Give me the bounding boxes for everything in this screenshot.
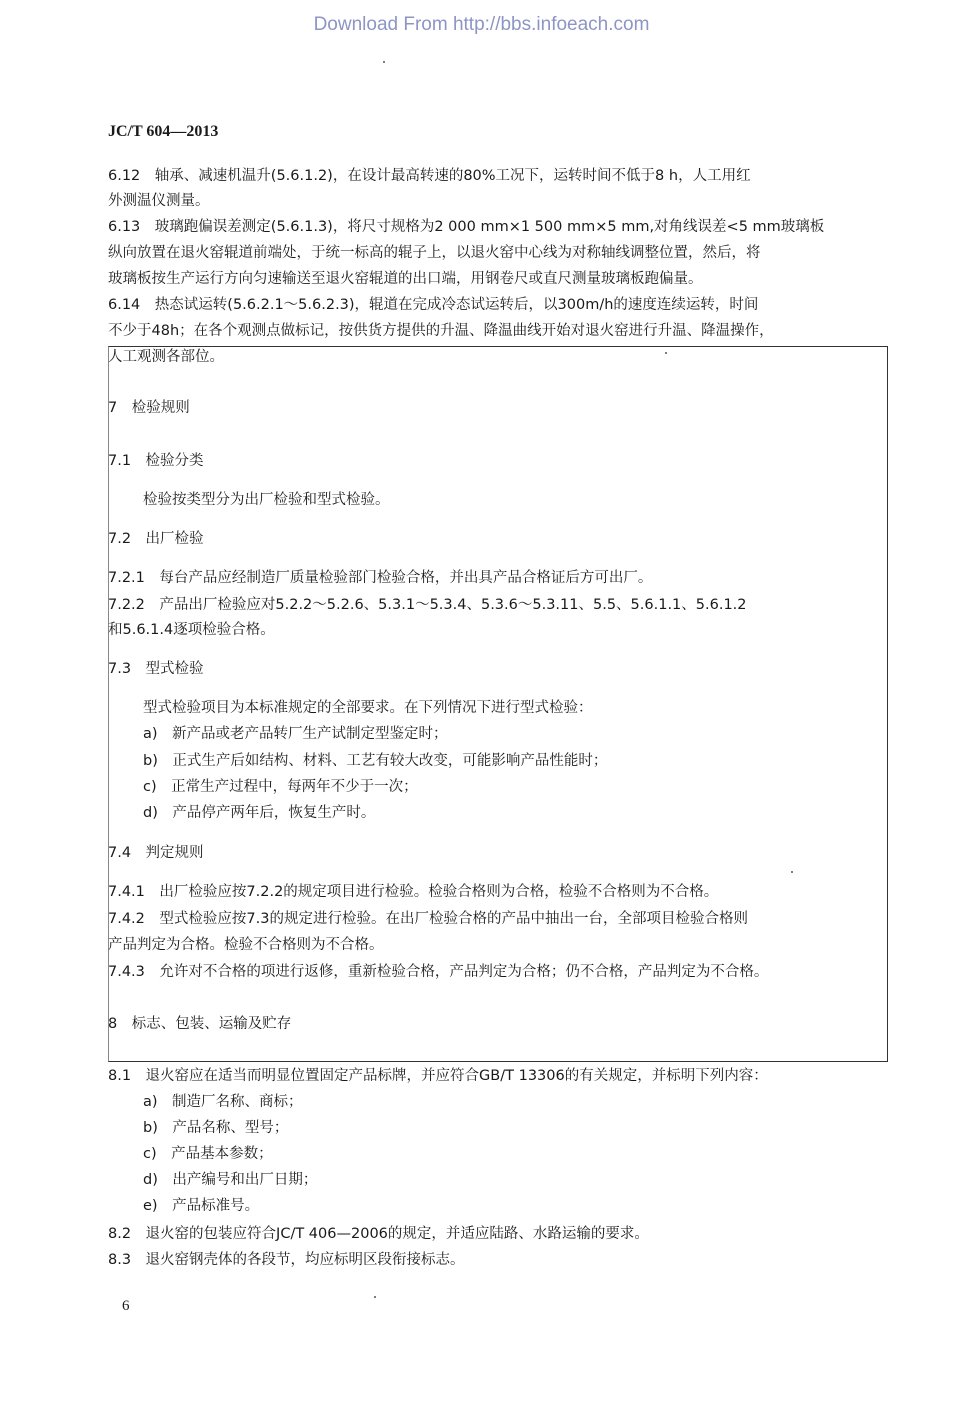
clause-7-4-3: 7.4.3 允许对不合格的项进行返修，重新检验合格，产品判定为合格；仍不合格，产品判定为不合格。 [108, 964, 769, 980]
clause-7-3-item-b: b) 正式生产后如结构、材料、工艺有较大改变，可能影响产品性能时； [143, 753, 608, 769]
clause-6-13-line-1: 6.13 玻璃跑偏误差测定(5.6.1.3)，将尺寸规格为2 000 mm×1 500 mm×5 mm,对角线误差<5 mm玻璃板 [108, 219, 825, 235]
scan-speck [665, 352, 667, 354]
page-number: 6 [122, 1298, 130, 1314]
scan-speck [791, 871, 793, 873]
clause-8-1-item-a: a) 制造厂名称、商标； [143, 1094, 303, 1110]
clause-7-2-2-line-2: 和5.6.1.4逐项检验合格。 [108, 622, 275, 638]
clause-6-12-line-2: 外测温仪测量。 [108, 193, 210, 209]
clause-8-1: 8.1 退火窑应在适当而明显位置固定产品标牌，并应符合GB/T 13306的有关规定，并标明下列内容： [108, 1068, 768, 1084]
clause-7-3-item-a: a) 新产品或老产品转厂生产试制定型鉴定时； [143, 726, 448, 742]
clause-8-2: 8.2 退火窑的包装应符合JC/T 406—2006的规定，并适应陆路、水路运输的要求。 [108, 1226, 649, 1242]
clause-6-13-line-2: 纵向放置在退火窑辊道前端处，于统一标高的辊子上，以退火窑中心线为对称轴线调整位置，然后，将 [108, 245, 761, 261]
clause-7-1-heading: 7.1 检验分类 [108, 453, 204, 469]
clause-8-1-item-d: d) 出产编号和出厂日期； [143, 1172, 318, 1188]
scan-speck [383, 61, 385, 63]
clause-6-14-line-3: 人工观测各部位。 [108, 349, 224, 365]
clause-7-4-2-line-1: 7.4.2 型式检验应按7.3的规定进行检验。在出厂检验合格的产品中抽出一台，全部项目检验合格则 [108, 911, 748, 927]
clause-8-1-item-b: b) 产品名称、型号； [143, 1120, 289, 1136]
clause-7-2-2-line-1: 7.2.2 产品出厂检验应对5.2.2～5.2.6、5.3.1～5.3.4、5.3.6～5.3.11、5.5、5.6.1.1、5.6.1.2 [108, 597, 747, 613]
clause-7-3-item-c: c) 正常生产过程中，每两年不少于一次； [143, 779, 418, 795]
clause-6-12-line-1: 6.12 轴承、减速机温升(5.6.1.2)，在设计最高转速的80%工况下，运转时间不低于8 h，人工用红 [108, 168, 751, 184]
clause-6-14-line-1: 6.14 热态试运转(5.6.2.1～5.6.2.3)，辊道在完成冷态试运转后，以300m/h的速度连续运转，时间 [108, 297, 759, 313]
clause-7-2-heading: 7.2 出厂检验 [108, 531, 204, 547]
clause-7-3-item-d: d) 产品停产两年后，恢复生产时。 [143, 805, 376, 821]
section-8-heading: 8 标志、包装、运输及贮存 [108, 1016, 292, 1032]
clause-7-4-2-line-2: 产品判定为合格。检验不合格则为不合格。 [108, 937, 384, 953]
clause-7-2-1: 7.2.1 每台产品应经制造厂质量检验部门检验合格，并出具产品合格证后方可出厂。 [108, 570, 653, 586]
clause-7-4-1: 7.4.1 出厂检验应按7.2.2的规定项目进行检验。检验合格则为合格，检验不合格则为不合格。 [108, 884, 719, 900]
document-code: JC/T 604—2013 [108, 123, 219, 140]
clause-7-1-text: 检验按类型分为出厂检验和型式检验。 [143, 492, 390, 508]
clause-7-3-intro: 型式检验项目为本标准规定的全部要求。在下列情况下进行型式检验： [143, 700, 593, 716]
clause-6-13-line-3: 玻璃板按生产运行方向匀速输送至退火窑辊道的出口端，用钢卷尺或直尺测量玻璃板跑偏量。 [108, 271, 703, 287]
clause-7-4-heading: 7.4 判定规则 [108, 845, 204, 861]
scan-speck [374, 1296, 376, 1298]
clause-6-14-line-2: 不少于48h；在各个观测点做标记，按供货方提供的升温、降温曲线开始对退火窑进行升温、降温操作， [108, 323, 774, 339]
download-watermark: Download From http://bbs.infoeach.com [313, 14, 650, 35]
clause-8-1-item-c: c) 产品基本参数； [143, 1146, 273, 1162]
clause-7-3-heading: 7.3 型式检验 [108, 661, 204, 677]
clause-8-3: 8.3 退火窑钢壳体的各段节，均应标明区段衔接标志。 [108, 1252, 465, 1268]
clause-8-1-item-e: e) 产品标准号。 [143, 1198, 260, 1214]
section-7-heading: 7 检验规则 [108, 400, 190, 416]
